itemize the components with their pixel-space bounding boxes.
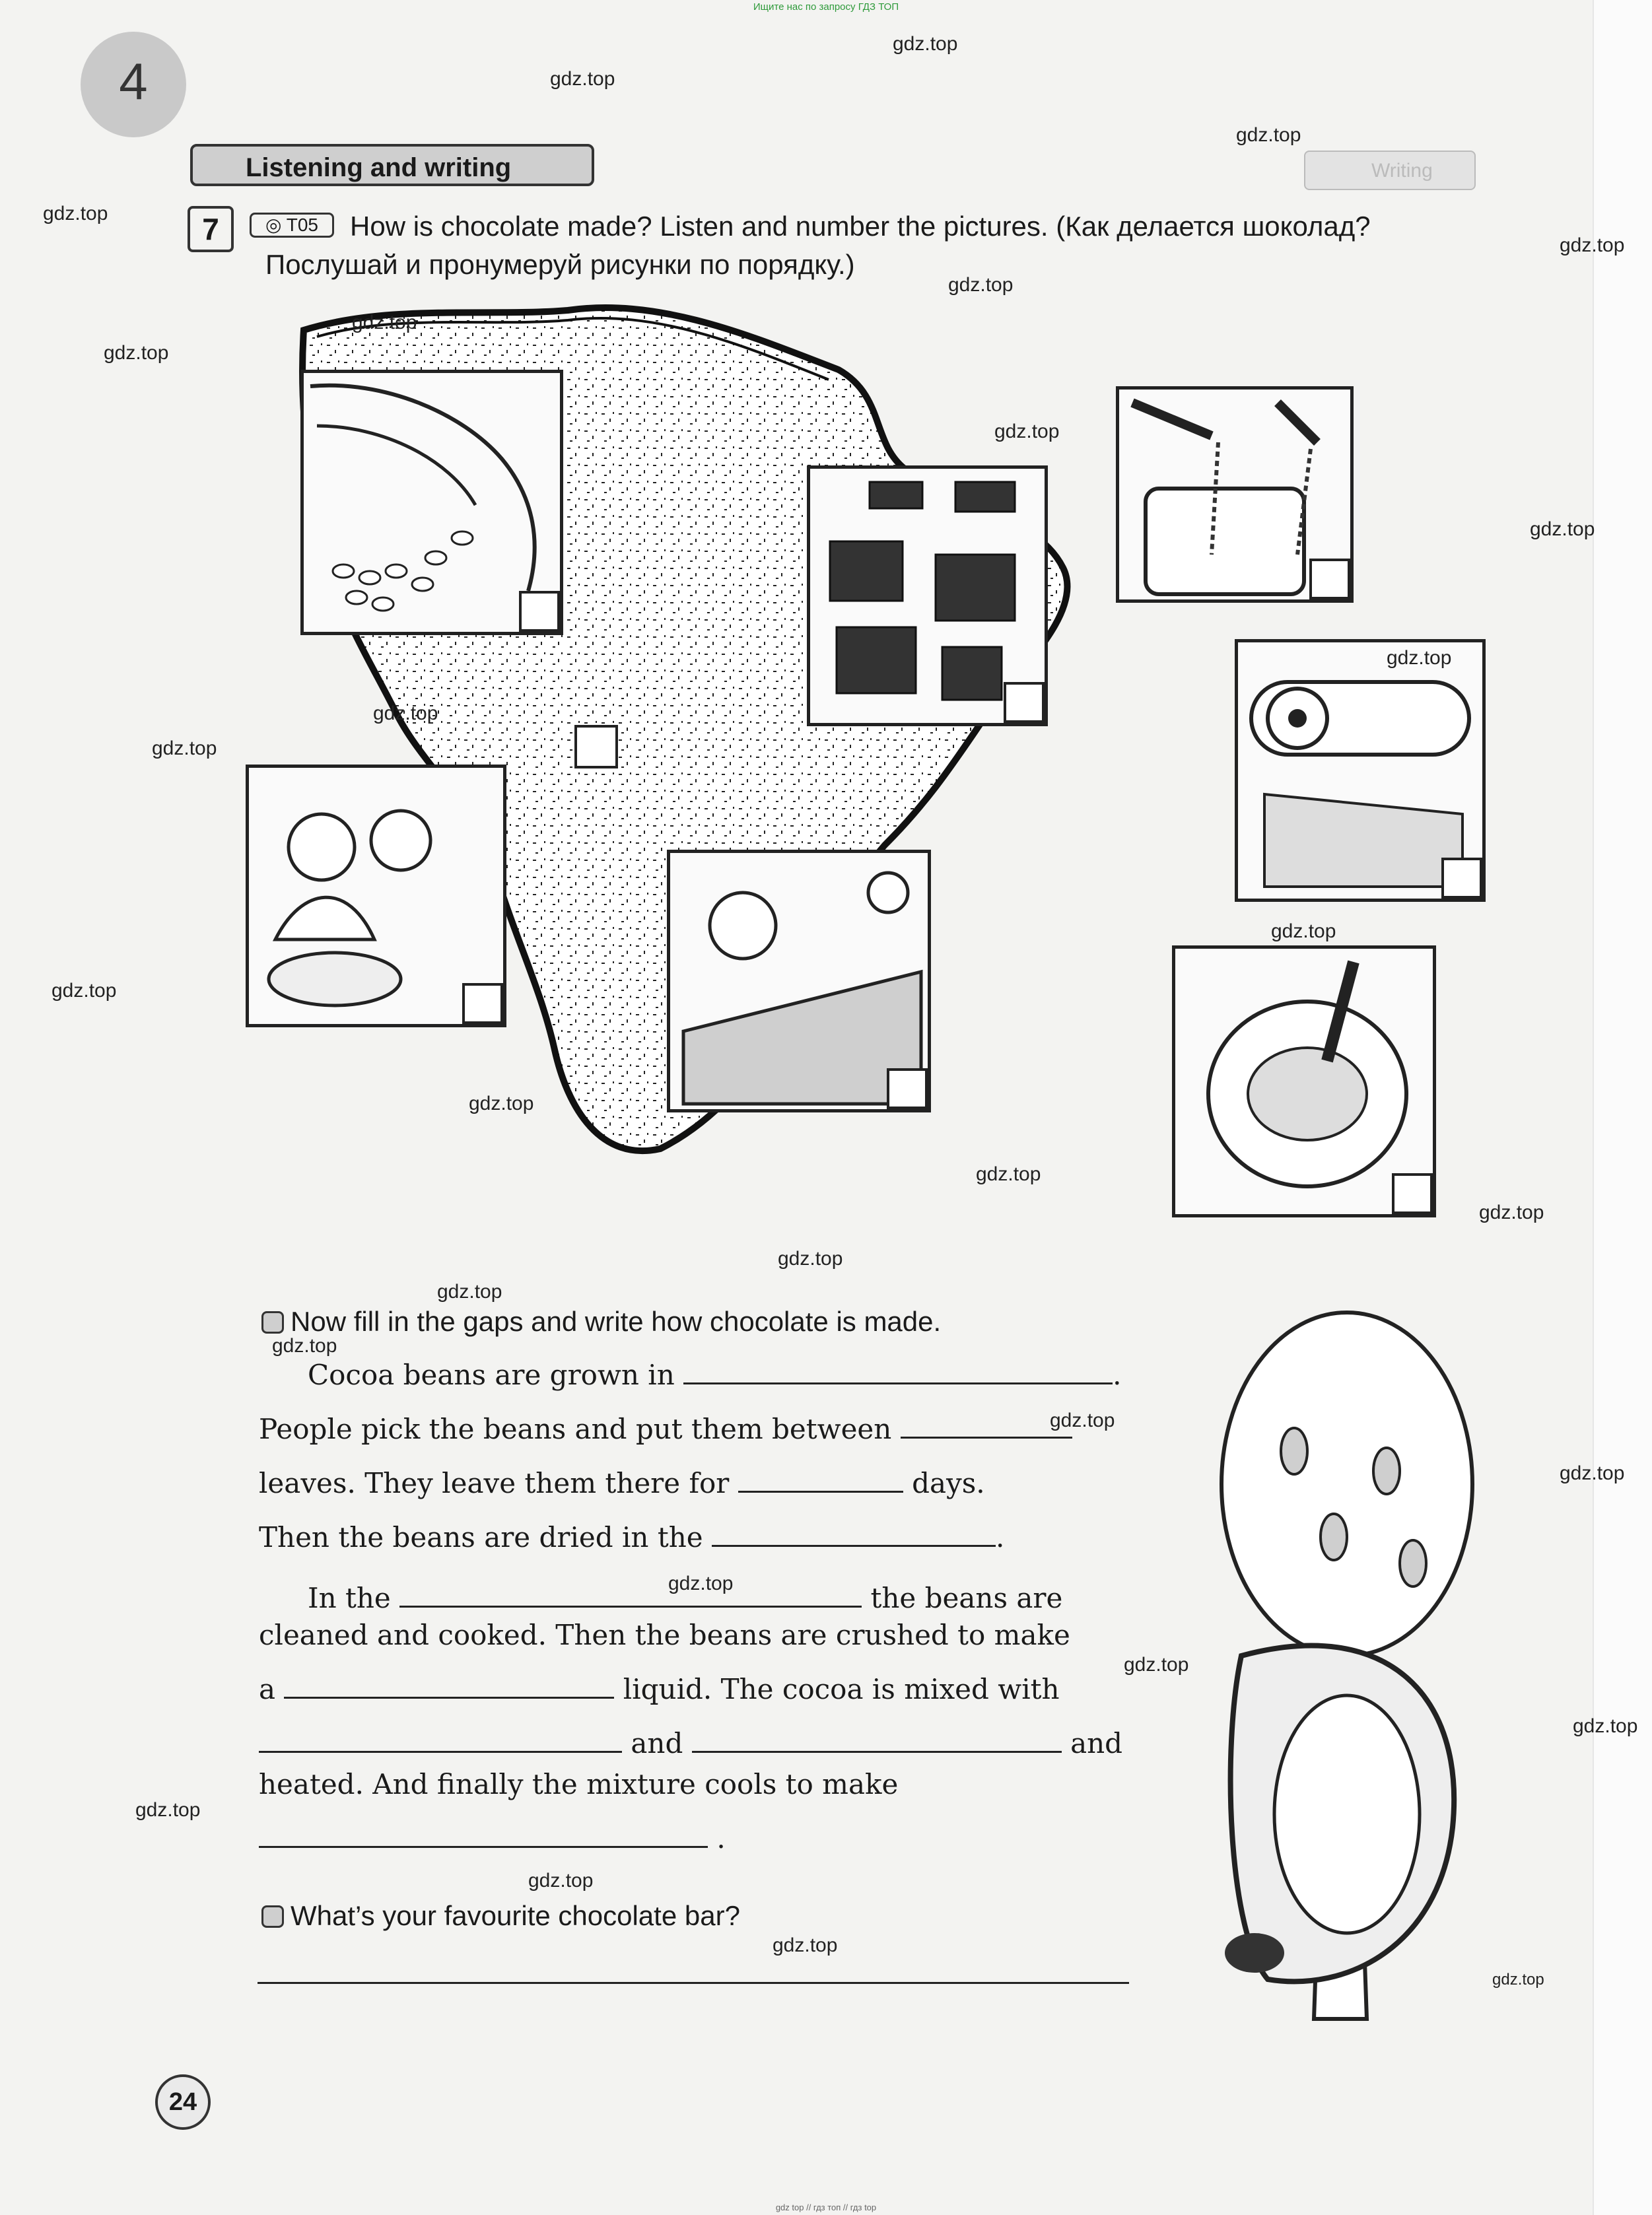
show-through-heading: Writing (1304, 151, 1476, 190)
watermark: gdz.top (1560, 234, 1625, 256)
text-line-10: . (259, 1822, 726, 1855)
watermark: gdz.top (352, 312, 417, 333)
picture-roller-machine (1235, 639, 1486, 902)
text-line-2: People pick the beans and put them between (259, 1413, 1072, 1445)
gap-3[interactable] (738, 1471, 903, 1493)
answer-box-picture-1[interactable] (519, 591, 560, 632)
bullet-icon (261, 1311, 284, 1334)
watermark: gdz.top (994, 421, 1060, 442)
watermark: gdz.top (135, 1799, 201, 1821)
watermark: gdz.top (469, 1093, 534, 1114)
unit-number: 4 (119, 52, 148, 110)
watermark: gdz.top (52, 980, 117, 1002)
text-line-5: In the the beans are (308, 1582, 1063, 1614)
exercise-number: 7 (188, 206, 234, 252)
bottom-link[interactable]: gdz top // гдз топ // гдз top (775, 2202, 877, 2212)
watermark: gdz.top (104, 342, 169, 364)
text-line-4: Then the beans are dried in the . (259, 1521, 1005, 1553)
watermark: gdz.top (778, 1248, 843, 1270)
answer-box-picture-5[interactable] (462, 983, 503, 1024)
text-line-9: heated. And finally the mixture cools to make (259, 1768, 899, 1800)
picture-drying-beans (667, 850, 931, 1112)
gap-9[interactable] (259, 1826, 708, 1848)
instruction-russian: Послушай и пронумеруй рисунки по порядку.) (265, 249, 855, 280)
page-edge-shadow (1593, 0, 1652, 2215)
picture-people-cutting-pods (246, 765, 506, 1027)
answer-box-picture-3[interactable] (1309, 559, 1350, 599)
gap-4[interactable] (712, 1525, 996, 1547)
disc-icon: ◎ (265, 215, 282, 235)
gap-8[interactable] (692, 1731, 1062, 1753)
watermark: gdz.top (976, 1163, 1041, 1185)
answer-box-picture-2[interactable] (1004, 682, 1045, 723)
instruction-english: How is chocolate made? Listen and number the pictures. (Как делается шоколад? (350, 211, 1371, 242)
watermark: gdz.top (550, 68, 615, 90)
watermark: gdz.top (1236, 124, 1301, 146)
page-number: 24 (155, 2074, 211, 2130)
watermark: gdz.top (437, 1281, 502, 1303)
gap-2[interactable] (901, 1417, 1072, 1439)
watermark: gdz.top (43, 203, 108, 224)
text-line-8: and and (259, 1727, 1122, 1759)
subtask-favourite-bar-text: What’s your favourite chocolate bar? (291, 1900, 740, 1931)
section-title: Listening and writing (190, 144, 594, 186)
watermark: gdz.top (1479, 1202, 1544, 1223)
gap-6[interactable] (284, 1677, 614, 1699)
audio-track-label (250, 213, 334, 238)
answer-box-picture-7[interactable] (1392, 1173, 1433, 1214)
watermark: gdz.top (1573, 1715, 1638, 1737)
watermark: gdz.top (272, 1335, 337, 1357)
watermark: gdz.top (152, 737, 217, 759)
text-line-7: a liquid. The cocoa is mixed with (259, 1673, 1060, 1705)
subtask-favourite-bar (261, 1900, 740, 1932)
picture-chocolate-bars (807, 465, 1048, 726)
bullet-icon (261, 1905, 284, 1928)
watermark: gdz.top (528, 1870, 594, 1891)
gap-1[interactable] (683, 1363, 1113, 1384)
answer-box-picture-6[interactable] (887, 1068, 928, 1109)
text-line-1: Cocoa beans are grown in . (308, 1359, 1122, 1391)
text-line-3: leaves. They leave them there for days. (259, 1467, 985, 1499)
top-search-link[interactable]: Ищите нас по запросу ГДЗ ТОП (753, 1, 899, 13)
watermark: gdz.top (1124, 1654, 1189, 1676)
answer-line[interactable] (258, 1982, 1129, 1984)
watermark: gdz.top (1560, 1462, 1625, 1484)
text-line-6: cleaned and cooked. Then the beans are crushed to make (259, 1619, 1070, 1651)
subtask-fill-gaps-text: Now fill in the gaps and write how chocolate is made. (291, 1306, 942, 1337)
track-number: T05 (286, 215, 318, 235)
watermark: gdz.top (1492, 1971, 1544, 1989)
picture-beans-on-floor (300, 370, 563, 635)
gap-7[interactable] (259, 1731, 622, 1753)
picture-beans-in-leaves (1172, 945, 1436, 1217)
watermark: gdz.top (948, 274, 1014, 296)
picture-pouring-liquid (1116, 386, 1354, 603)
subtask-fill-gaps (261, 1306, 941, 1338)
watermark: gdz.top (1387, 647, 1452, 669)
answer-box-picture-4[interactable] (1441, 858, 1482, 899)
watermark: gdz.top (1530, 518, 1595, 540)
answer-box-map[interactable] (574, 725, 618, 768)
watermark: gdz.top (1271, 920, 1336, 942)
gap-5[interactable] (399, 1586, 862, 1608)
watermark: gdz.top (373, 702, 438, 724)
watermark: gdz.top (1050, 1410, 1115, 1431)
cocoa-tree-illustration (1215, 1286, 1492, 2022)
watermark: gdz.top (773, 1934, 838, 1956)
watermark: gdz.top (893, 33, 958, 55)
watermark: gdz.top (668, 1573, 734, 1594)
